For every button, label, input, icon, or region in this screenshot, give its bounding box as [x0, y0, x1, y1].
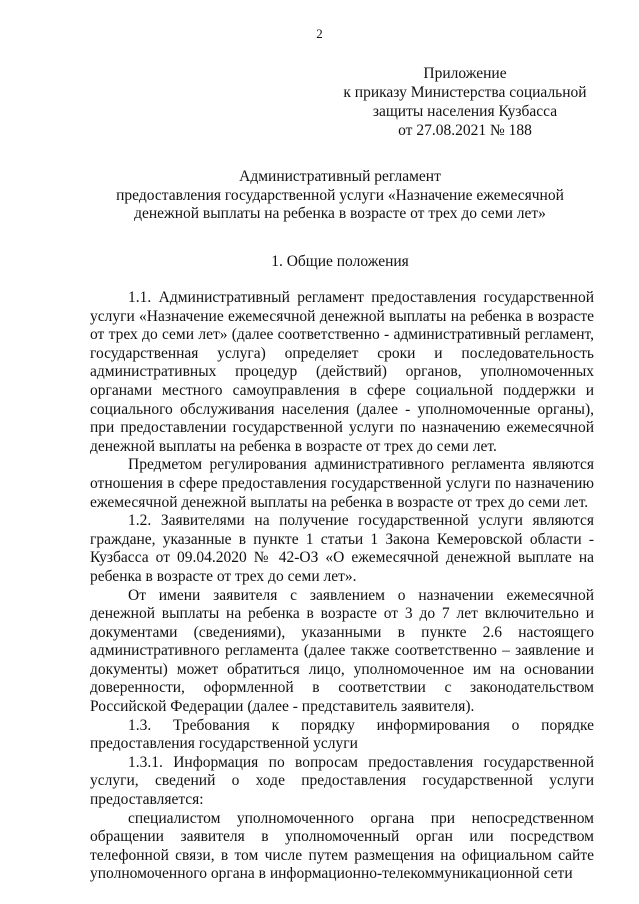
- paragraph: 1.3.1. Информация по вопросам предоставления государственной услуги, сведений о ходе предоставления государственной услуги предоставляется:: [90, 753, 594, 809]
- appendix-line: Приложение: [423, 65, 507, 82]
- title-line: предоставления государственной услуги «Назначение ежемесячной: [116, 186, 564, 204]
- paragraph: От имени заявителя с заявлением о назначении ежемесячной денежной выплаты на ребенка в возрасте от 3 до 7 лет включительно и документами (сведениями), указанными в пункте 2.6 настоящего административного регламента (далее также соответственно – заявление и документы) может обратиться лицо, уполномоченное им на основании доверенности, оформленной в соответствии с законодательством Российской Федерации (далее - представитель заявителя).: [90, 586, 594, 716]
- appendix-block: [320, 64, 610, 140]
- appendix-line: к приказу Министерства социальной: [343, 84, 587, 101]
- paragraph: Предметом регулирования административного регламента являются отношения в сфере предоставления государственной услуги по назначению ежемесячной денежной выплаты на ребенка в возрасте от трех до семи лет.: [90, 456, 594, 511]
- appendix-line: защиты населения Кузбасса: [372, 103, 558, 120]
- paragraph: 1.2. Заявителями на получение государственной услуги являются граждане, указанные в пункте 1 статьи 1 Закона Кемеровской области - Кузбасса от 09.04.2020 № 42-ОЗ «О ежемесячной денежной выплате на ребенка в возрасте от трех до семи лет».: [90, 512, 594, 585]
- paragraph: 1.3. Требования к порядку информирования о порядке предоставления государственной услуги: [90, 716, 594, 753]
- paragraph: 1.1. Административный регламент предоставления государственной услуги «Назначение ежемесячной денежной выплаты на ребенка в возрасте от трех до семи лет» (далее соответственно - административный регламент, государственная услуга) определяет сроки и последовательность административных процедур (действий) органов, уполномоченных органами местного самоуправления в сфере социальной поддержки и социального обслуживания населения (далее - уполномоченные органы), при предоставлении государственной услуги по назначению ежемесячной денежной выплаты на ребенка в возрасте от трех до семи лет.: [90, 289, 594, 455]
- document-body: [90, 289, 594, 884]
- title-line: денежной выплаты на ребенка в возрасте от трех до семи лет»: [134, 205, 546, 222]
- title-line: Административный регламент: [239, 168, 441, 185]
- page-number: 2: [316, 26, 323, 41]
- document-title: [90, 168, 590, 224]
- paragraph: специалистом уполномоченного органа при непосредственном обращении заявителя в уполномоченный орган или посредством телефонной связи, в том числе путем размещения на официальном сайте уполномоченного органа в информационно-телекоммуникационной сети: [90, 809, 594, 883]
- appendix-line: от 27.08.2021 № 188: [398, 122, 532, 139]
- section-heading: 1. Общие положения: [271, 253, 409, 270]
